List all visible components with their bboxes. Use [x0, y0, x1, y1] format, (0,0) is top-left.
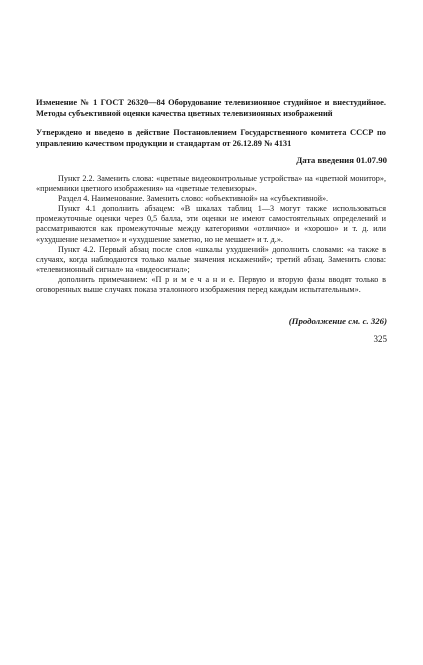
- page-number: 325: [373, 334, 387, 344]
- amendment-body: [36, 174, 386, 295]
- approval-statement: Утверждено и введено в действие Постановлением Государственного комитета СССР по управлению качеством продукции и стандартам от 26.12.89 № 4131: [36, 128, 386, 148]
- paragraph-clause-4-1: Пункт 4.1 дополнить абзацем: «В шкалах таблиц 1—3 могут также использоваться промежуточные оценки через 0,5 балла, эти оценки не имеют самостоятельных определений и рассматриваются как промежуточные между категориями «отлично» и «хорошо» и т. д. или «ухудшение незаметно» и «ухудшение заметно, но не мешает» и т. д.».: [36, 204, 386, 244]
- continuation-note: (Продолжение см. с. 326): [288, 316, 387, 326]
- paragraph-clause-2-2: Пункт 2.2. Заменить слова: «цветные видеоконтрольные устройства» на «цветной монитор», «приемники цветного изображения» на «цветные телевизоры».: [36, 174, 386, 194]
- paragraph-section-4: Раздел 4. Наименование. Заменить слово: «объективной» на «субъективной».: [58, 194, 329, 204]
- paragraph-clause-4-2: Пункт 4.2. Первый абзац после слов «шкалы ухудшений» дополнить словами: «а также в случаях, когда наблюдаются только малые значения искажений»; третий абзац. Заменить слова: «телевизионный сигнал» на «видеосигнал»;: [36, 244, 386, 274]
- amendment-title: Изменение № 1 ГОСТ 26320—84 Оборудование телевизионное студийное и внестудийное. Методы субъективной оценки качества цветных телевизионных изображений: [36, 98, 386, 118]
- introduction-date: Дата введения 01.07.90: [296, 155, 387, 165]
- paragraph-note: дополнить примечанием: «П р и м е ч а н и е. Первую и вторую фазы вводят только в оговоренных выше случаях показа эталонного изображения перед каждым испытательным».: [36, 274, 386, 295]
